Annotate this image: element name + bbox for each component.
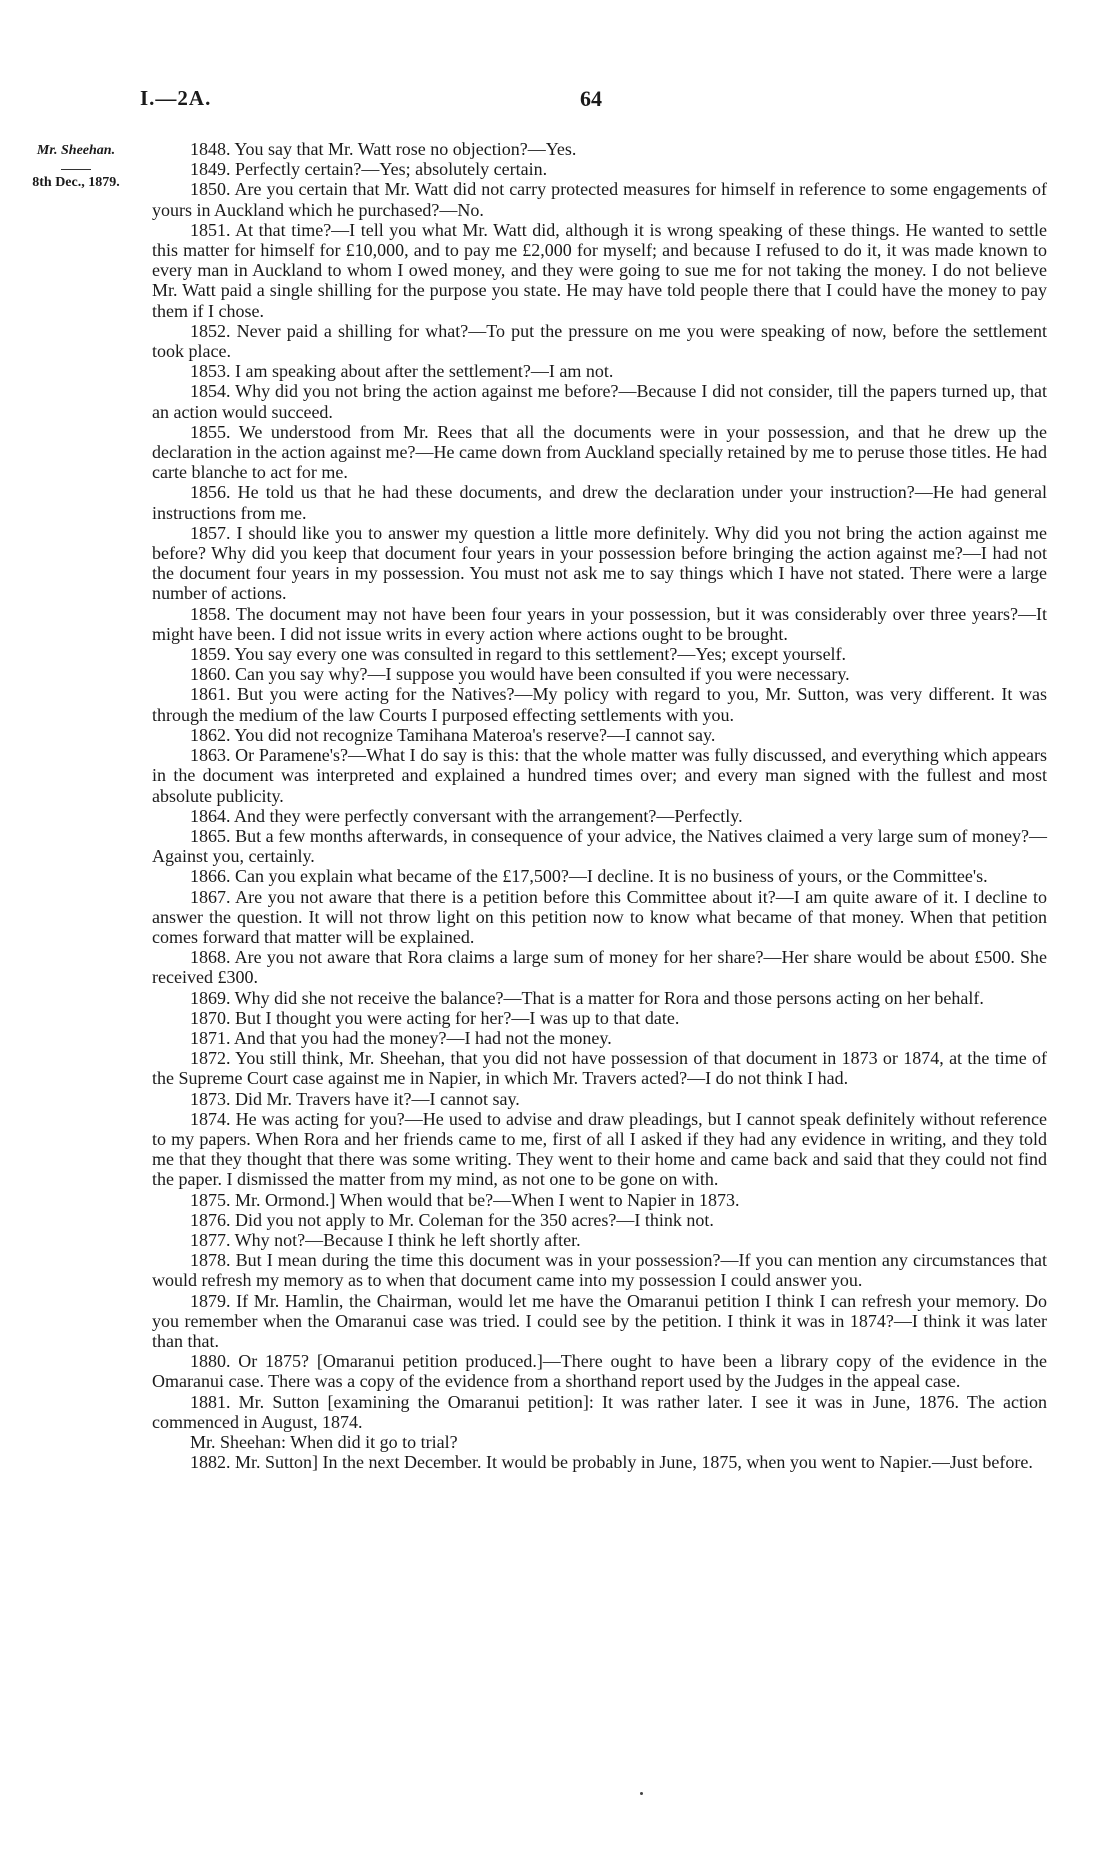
paragraph: 1853. I am speaking about after the settlement?—I am not. [190, 361, 614, 382]
paragraph: 1862. You did not recognize Tamihana Materoa's reserve?—I cannot say. [190, 724, 716, 745]
paragraph: 1859. You say every one was consulted in regard to this settlement?—Yes; except yourself. [190, 644, 847, 665]
paragraph: 1849. Perfectly certain?—Yes; absolutely certain. [190, 159, 548, 180]
paragraph: 1881. Mr. Sutton [examining the Omaranui petition]: It was rather later. I see it was in June, 1876. The action commenced in August, 1874. [152, 1391, 1047, 1432]
paragraph: Mr. Sheehan: When did it go to trial? [190, 1432, 458, 1452]
paragraph: 1864. And they were perfectly conversant with the arrangement?—Perfectly. [190, 805, 743, 826]
footer-mark [640, 1792, 643, 1795]
margin-date: 8th Dec., 1879. [32, 175, 120, 190]
paragraph: 1879. If Mr. Hamlin, the Chairman, would let me have the Omaranui petition I think I can refresh your memory. Do you remember when the Omaranui case was tried. I could see by the petition. I think it was in 1874?—I think it was later than that. [152, 1290, 1047, 1351]
paragraph: 1861. But you were acting for the Natives?—My policy with regard to you, Mr. Sutton, was very different. It was through the medium of the law Courts I purposed effecting settlements with you. [152, 684, 1047, 725]
testimony-body [152, 139, 1047, 1472]
paragraph: 1851. At that time?—I tell you what Mr. Watt did, although it is wrong speaking of these things. He wanted to settle this matter for himself for £10,000, and to pay me £2,000 for myself; and because I refused to do it, it was made known to every man in Auckland to whom I owed money, and they were going to sue me for not taking the money. I do not believe Mr. Watt paid a single shilling for the purpose you state. He may have told people there that I could have the money to pay them if I chose. [152, 219, 1047, 321]
paragraph: 1857. I should like you to answer my question a little more definitely. Why did you not bring the action against me before? Why did you keep that document four years in your possession before bringing the action against me?—I had not the document four years in my possession. You must not ask me to say things which I have not stated. There were a large number of actions. [152, 522, 1047, 604]
document-code: I.—2A. [140, 86, 212, 110]
page-number: 64 [580, 86, 602, 111]
paragraph: 1850. Are you certain that Mr. Watt did not carry protected measures for himself in reference to some engagements of yours in Auckland which he purchased?—No. [152, 179, 1047, 220]
paragraph: 1871. And that you had the money?—I had not the money. [190, 1027, 612, 1048]
paragraph: 1855. We understood from Mr. Rees that all the documents were in your possession, and that he drew up the declaration in the action against me?—He came down from Auckland specially retained by me to peruse those titles. He had carte blanche to act for me. [152, 421, 1047, 483]
paragraph: 1880. Or 1875? [Omaranui petition produced.]—There ought to have been a library copy of the evidence in the Omaranui case. There was a copy of the evidence from a shorthand report used by the Judges in the appeal case. [152, 1351, 1047, 1392]
paragraph: 1868. Are you not aware that Rora claims a large sum of money for her share?—Her share would be about £500. She received £300. [152, 947, 1047, 988]
paragraph: 1848. You say that Mr. Watt rose no objection?—Yes. [190, 139, 577, 159]
paragraph: 1877. Why not?—Because I think he left shortly after. [190, 1229, 581, 1250]
paragraph: 1867. Are you not aware that there is a petition before this Committee about it?—I am quite aware of it. I decline to answer the question. It will not throw light on this petition now to know what became of that money. When that petition comes forward that matter will be explained. [152, 886, 1047, 947]
paragraph: 1874. He was acting for you?—He used to advise and draw pleadings, but I cannot speak definitely without reference to my papers. When Rora and her friends came to me, first of all I asked if they had any evidence in writing, and they told me that they thought that there was some writing. They went to their home and came back and said that they could not find the paper. I dismissed the matter from my mind, as not one to be gone on with. [152, 1108, 1047, 1190]
paragraph: 1866. Can you explain what became of the £17,500?—I decline. It is no business of yours, or the Committee's. [190, 866, 988, 887]
margin-note [16, 143, 136, 191]
paragraph: 1858. The document may not have been four years in your possession, but it was considerably over three years?—It might have been. I did not issue writs in every action where actions ought to be brought. [152, 603, 1047, 644]
paragraph: 1860. Can you say why?—I suppose you would have been consulted if you were necessary. [190, 664, 850, 685]
paragraph: 1852. Never paid a shilling for what?—To put the pressure on me you were speaking of now, before the settlement took place. [152, 320, 1047, 362]
paragraph: 1882. Mr. Sutton] In the next December. It would be probably in June, 1875, when you went to Napier.—Just before. [190, 1452, 1033, 1473]
paragraph: 1875. Mr. Ormond.] When would that be?—When I went to Napier in 1873. [190, 1189, 740, 1210]
paragraph: 1873. Did Mr. Travers have it?—I cannot say. [190, 1088, 520, 1109]
margin-divider [61, 169, 91, 170]
margin-speaker: Mr. Sheehan. [36, 143, 116, 158]
paragraph: 1856. He told us that he had these documents, and drew the declaration under your instruction?—He had general instructions from me. [152, 482, 1047, 523]
paragraph: 1854. Why did you not bring the action against me before?—Because I did not consider, till the papers turned up, that an action would succeed. [152, 381, 1047, 422]
paragraph: 1870. But I thought you were acting for her?—I was up to that date. [190, 1007, 680, 1028]
page-header [140, 86, 1040, 116]
paragraph: 1876. Did you not apply to Mr. Coleman for the 350 acres?—I think not. [190, 1209, 714, 1230]
paragraph: 1872. You still think, Mr. Sheehan, that you did not have possession of that document in 1873 or 1874, at the time of the Supreme Court case against me in Napier, in which Mr. Travers acted?—I do not think I had. [152, 1048, 1047, 1089]
paragraph: 1869. Why did she not receive the balance?—That is a matter for Rora and those persons acting on her behalf. [190, 987, 984, 1008]
paragraph: 1863. Or Paramene's?—What I do say is this: that the whole matter was fully discussed, and everything which appears in the document was interpreted and explained a hundred times over; and every man signed with the fullest and most absolute publicity. [152, 745, 1047, 806]
paragraph: 1865. But a few months afterwards, in consequence of your advice, the Natives claimed a very large sum of money?—Against you, certainly. [152, 825, 1047, 867]
paragraph: 1878. But I mean during the time this document was in your possession?—If you can mention any circumstances that would refresh my memory as to when that document came into my possession I could answer you. [152, 1250, 1047, 1291]
